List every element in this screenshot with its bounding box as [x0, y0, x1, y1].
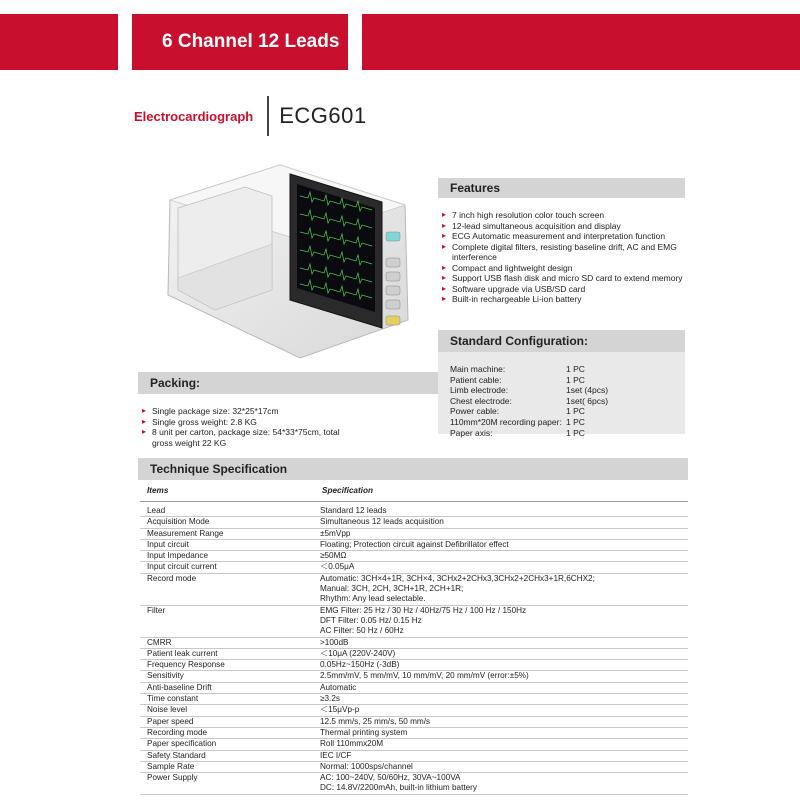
spec-item: Time constant: [147, 694, 199, 704]
spec-item: Recording mode: [147, 727, 208, 737]
spec-item: [140, 594, 314, 604]
spec-row: [140, 638, 688, 649]
spec-item: [140, 783, 314, 793]
spec-value: ＜10μA (220V-240V): [320, 648, 396, 658]
spec-value: Manual: 3CH, 2CH, 3CH+1R, 2CH+1R;: [320, 584, 464, 594]
spec-value: ＜15μVp-p: [320, 705, 360, 715]
standard-config-header: [438, 330, 685, 352]
bullet-arrow-icon: ▸: [442, 220, 447, 230]
packing-item: [140, 406, 340, 417]
spec-header: [138, 458, 688, 480]
feature-item: [440, 294, 690, 305]
config-row: [450, 417, 608, 428]
header-banner: [0, 14, 800, 70]
config-item-qty: 1 PC: [566, 427, 585, 438]
config-item-name: Patient cable:: [450, 374, 502, 385]
spec-item: CMRR: [147, 637, 172, 647]
spec-row: [140, 562, 688, 573]
spec-row: [140, 574, 688, 584]
standard-config-list: [450, 364, 608, 438]
spec-value: 2.5mm/mV, 5 mm/mV, 10 mm/mV, 20 mm/mV (error:±5%): [320, 671, 529, 681]
spec-item: [140, 626, 314, 636]
features-title: Features: [450, 181, 501, 195]
config-row: [450, 375, 608, 386]
spec-row: [140, 705, 688, 716]
bullet-arrow-icon: ▸: [442, 231, 447, 240]
feature-item: [440, 263, 690, 274]
spec-value: ＜0.05μA: [320, 562, 355, 572]
config-item-qty: 1 PC: [566, 406, 585, 417]
spec-row: [140, 540, 688, 551]
spec-item: Patient leak current: [147, 648, 218, 658]
spec-value: Floating; Protection circuit against Defibrillator effect: [320, 539, 509, 549]
spec-value: Roll 110mmx20M: [320, 739, 384, 749]
bullet-arrow-icon: ▸: [442, 294, 447, 303]
spec-value: Normal: 1000sps/channel: [320, 761, 413, 771]
spec-value: ≥50MΩ: [320, 551, 347, 561]
packing-item: [140, 417, 340, 428]
product-type: Electrocardiograph: [134, 108, 254, 124]
config-row: [450, 364, 608, 375]
page-title: 6 Channel 12 Leads: [162, 31, 340, 52]
spec-row: [140, 506, 688, 517]
spec-value: Thermal printing system: [320, 727, 408, 737]
spec-row: [140, 783, 688, 794]
spec-item: Frequency Response: [147, 660, 225, 670]
feature-item: [440, 231, 690, 242]
spec-item: Sample Rate: [147, 761, 195, 771]
config-item-qty: 1 PC: [566, 364, 585, 374]
spec-row: [140, 762, 688, 773]
features-header: [438, 178, 685, 198]
feature-text: ECG Automatic measurement and interpretation function: [452, 231, 666, 241]
bullet-arrow-icon: ▸: [142, 406, 147, 415]
spec-item: Lead: [147, 506, 166, 515]
config-row: [450, 385, 608, 396]
spec-item: Anti-baseline Drift: [147, 682, 212, 692]
spec-table-header: [140, 482, 688, 502]
config-item-name: Paper axis:: [450, 427, 493, 438]
spec-row: [140, 529, 688, 540]
banner-left-block: [0, 14, 118, 70]
feature-text: Complete digital filters, resisting baseline drift, AC and EMG interference: [452, 241, 677, 262]
config-item-qty: 1 PC: [566, 374, 585, 385]
config-item-qty: 1set( 6pcs): [566, 395, 609, 406]
config-item-name: Limb electrode:: [450, 385, 509, 396]
spec-item: Power Supply: [147, 773, 198, 783]
spec-value: AC: 100~240V, 50/60Hz, 30VA~100VA: [320, 773, 461, 783]
spec-row: [140, 671, 688, 682]
bullet-arrow-icon: ▸: [442, 283, 447, 293]
spec-item: Acquisition Mode: [147, 517, 210, 527]
spec-row: [140, 594, 688, 605]
spec-row: [140, 683, 688, 694]
packing-text: 8 unit per carton, package size: 54*33*75cm, total gross weight 22 KG: [152, 427, 340, 448]
spec-value: IEC I/CF: [320, 750, 352, 760]
spec-item: Paper speed: [147, 716, 194, 726]
spec-row: [140, 517, 688, 528]
spec-value: AC Filter: 50 Hz / 60Hz: [320, 626, 404, 636]
spec-table: [140, 482, 688, 795]
spec-item: Paper specification: [147, 739, 217, 749]
spec-item: Noise level: [147, 705, 188, 715]
spec-row: [140, 584, 688, 594]
spec-row: [140, 649, 688, 660]
spec-row: [140, 751, 688, 762]
packing-text: Single gross weight: 2.8 KG: [152, 416, 257, 427]
spec-row: [140, 694, 688, 705]
standard-config-title: Standard Configuration:: [450, 334, 588, 348]
product-divider: [267, 96, 269, 136]
config-item-name: 110mm*20M recording paper:: [450, 416, 562, 427]
spec-row: [140, 606, 688, 616]
spec-item: [140, 616, 314, 626]
spec-item: Input Impedance: [147, 551, 208, 561]
feature-item: [440, 221, 690, 232]
spec-item: Record mode: [147, 573, 197, 583]
feature-item: [440, 273, 690, 284]
spec-value: Simultaneous 12 leads acquisition: [320, 517, 444, 527]
bullet-arrow-icon: ▸: [142, 427, 147, 436]
packing-header: [138, 372, 438, 394]
feature-item: [440, 210, 690, 221]
feature-item: [440, 284, 690, 295]
spec-item: Input circuit current: [147, 562, 217, 572]
spec-row: [140, 626, 688, 637]
spec-item: Filter: [147, 605, 166, 615]
config-row: [450, 396, 608, 407]
banner-title-tab: [132, 14, 348, 70]
config-item-name: Chest electrode:: [450, 395, 512, 406]
packing-text: Single package size: 32*25*17cm: [152, 406, 279, 416]
bullet-arrow-icon: ▸: [442, 273, 447, 282]
config-item-name: Main machine:: [450, 364, 506, 374]
spec-value: 0.05Hz~150Hz (-3dB): [320, 660, 400, 670]
config-row: [450, 428, 608, 439]
feature-item: [440, 242, 690, 263]
spec-col-specification: Specification: [322, 486, 373, 496]
spec-row: [140, 660, 688, 671]
packing-list: [140, 406, 340, 448]
spec-value: >100dB: [320, 637, 349, 647]
product-model: ECG601: [279, 103, 367, 128]
feature-text: Software upgrade via USB/SD card: [452, 283, 586, 294]
spec-row: [140, 773, 688, 783]
config-item-name: Power cable:: [450, 406, 500, 417]
spec-item: Measurement Range: [147, 528, 224, 538]
spec-value: ±5mVpp: [320, 528, 351, 538]
features-list: [440, 210, 690, 305]
feature-text: Support USB flash disk and micro SD card to extend memory: [452, 273, 683, 283]
spec-value: DC: 14.8V/2200mAh, built-in lithium battery: [320, 783, 478, 793]
spec-value: Automatic: [320, 682, 357, 692]
feature-text: 12-lead simultaneous acquisition and display: [452, 220, 621, 231]
ecg-device-image: [160, 160, 410, 360]
spec-item: Safety Standard: [147, 750, 206, 760]
spec-row: [140, 717, 688, 728]
spec-item: Input circuit: [147, 539, 189, 549]
spec-row: [140, 739, 688, 750]
config-item-qty: 1 PC: [566, 416, 585, 427]
spec-row: [140, 728, 688, 739]
spec-col-items: Items: [147, 486, 169, 496]
spec-value: ≥3.2s: [320, 694, 340, 704]
spec-value: EMG Filter: 25 Hz / 30 Hz / 40Hz/75 Hz / 100 Hz / 150Hz: [320, 605, 527, 615]
spec-value: Standard 12 leads: [320, 506, 387, 515]
spec-value: 12.5 mm/s, 25 mm/s, 50 mm/s: [320, 716, 431, 726]
config-item-qty: 1set (4pcs): [566, 385, 609, 396]
feature-text: Built-in rechargeable Li-ion battery: [452, 294, 582, 304]
spec-title: Technique Specification: [150, 462, 288, 476]
spec-item: Sensitivity: [147, 671, 184, 681]
spec-row: [140, 616, 688, 626]
bullet-arrow-icon: ▸: [442, 262, 447, 272]
spec-row: [140, 551, 688, 562]
config-row: [450, 406, 608, 417]
spec-table-body: [140, 506, 688, 795]
bullet-arrow-icon: ▸: [442, 210, 447, 219]
bullet-arrow-icon: ▸: [442, 241, 447, 251]
spec-value: Automatic: 3CH×4+1R, 3CH×4, 3CHx2+2CHx3,3CHx2+2CHx3+1R,6CHX2;: [320, 573, 595, 583]
banner-right-block: [362, 14, 800, 70]
spec-value: DFT Filter: 0.05 Hz/ 0.15 Hz: [320, 615, 422, 625]
bullet-arrow-icon: ▸: [142, 416, 147, 426]
feature-text: Compact and lightweight design: [452, 262, 573, 273]
spec-value: Rhythm: Any lead selectable.: [320, 594, 426, 604]
packing-item: [140, 427, 340, 448]
packing-title: Packing:: [150, 376, 201, 390]
product-line: [134, 96, 367, 136]
feature-text: 7 inch high resolution color touch screen: [452, 210, 605, 220]
spec-item: [140, 584, 314, 594]
